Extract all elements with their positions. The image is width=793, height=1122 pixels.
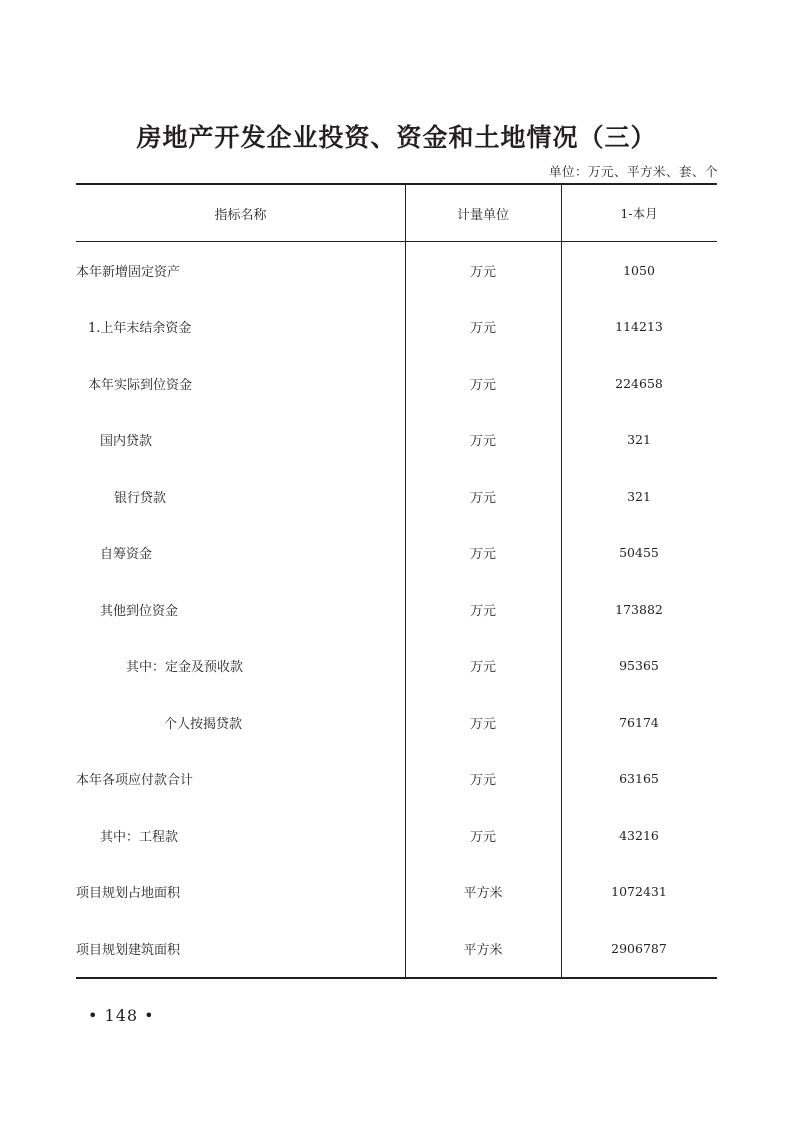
table-row xyxy=(76,412,717,469)
row-indicator-name: 本年实际到位资金 xyxy=(88,377,193,393)
row-indicator-name: 其中：定金及预收款 xyxy=(126,660,244,676)
table-header-row xyxy=(76,185,717,242)
row-unit: 平方米 xyxy=(463,942,503,958)
header-period: 1-本月 xyxy=(620,206,658,221)
row-indicator-name: 银行贷款 xyxy=(114,490,167,506)
row-unit: 万元 xyxy=(469,377,496,393)
unit-note: 单位：万元、平方米、套、个 xyxy=(548,164,718,179)
table-row xyxy=(76,694,717,751)
page-number: • 148 • xyxy=(88,1006,155,1025)
row-unit: 万元 xyxy=(469,547,496,563)
row-indicator-name: 自筹资金 xyxy=(100,547,153,563)
row-value: 1050 xyxy=(623,262,655,278)
row-unit: 万元 xyxy=(469,264,496,280)
row-indicator-name: 国内贷款 xyxy=(100,434,153,450)
page-title: 房地产开发企业投资、资金和土地情况（三） xyxy=(136,123,657,152)
table-row xyxy=(76,355,717,412)
table-row xyxy=(76,920,717,977)
row-value: 173882 xyxy=(615,601,663,617)
row-unit: 平方米 xyxy=(463,886,503,902)
table-row xyxy=(76,864,717,921)
row-unit: 万元 xyxy=(469,434,496,450)
row-unit: 万元 xyxy=(469,321,496,337)
row-indicator-name: 本年各项应付款合计 xyxy=(76,773,194,789)
column-divider-1 xyxy=(405,185,406,977)
table-row xyxy=(76,751,717,808)
row-unit: 万元 xyxy=(469,490,496,506)
row-value: 43216 xyxy=(619,827,659,843)
table-row xyxy=(76,242,717,299)
table-row xyxy=(76,299,717,356)
row-value: 63165 xyxy=(619,771,659,787)
row-indicator-name: 其他到位资金 xyxy=(100,603,179,619)
row-indicator-name: 本年新增固定资产 xyxy=(76,264,181,280)
row-value: 321 xyxy=(627,432,651,448)
row-unit: 万元 xyxy=(469,829,496,845)
data-table xyxy=(76,183,717,979)
row-unit: 万元 xyxy=(469,603,496,619)
row-indicator-name: 项目规划建筑面积 xyxy=(76,942,181,958)
row-indicator-name: 其中：工程款 xyxy=(100,829,179,845)
row-value: 95365 xyxy=(619,658,659,674)
row-indicator-name: 个人按揭贷款 xyxy=(164,716,243,732)
row-value: 2906787 xyxy=(611,940,667,956)
row-value: 114213 xyxy=(615,319,663,335)
row-value: 321 xyxy=(627,488,651,504)
table-body xyxy=(76,242,717,977)
table-row xyxy=(76,807,717,864)
header-unit: 计量单位 xyxy=(456,207,509,223)
column-divider-2 xyxy=(561,185,562,977)
row-value: 1072431 xyxy=(611,884,667,900)
row-unit: 万元 xyxy=(469,773,496,789)
row-unit: 万元 xyxy=(469,660,496,676)
row-unit: 万元 xyxy=(469,716,496,732)
table-row xyxy=(76,638,717,695)
table-row xyxy=(76,525,717,582)
row-value: 224658 xyxy=(615,375,663,391)
row-value: 50455 xyxy=(619,545,659,561)
row-indicator-name: 1.上年末结余资金 xyxy=(88,321,192,337)
table-row xyxy=(76,468,717,525)
table-row xyxy=(76,581,717,638)
table-bottom-rule xyxy=(76,977,717,979)
row-value: 76174 xyxy=(619,714,659,730)
header-indicator-name: 指标名称 xyxy=(214,207,267,223)
row-indicator-name: 项目规划占地面积 xyxy=(76,886,181,902)
